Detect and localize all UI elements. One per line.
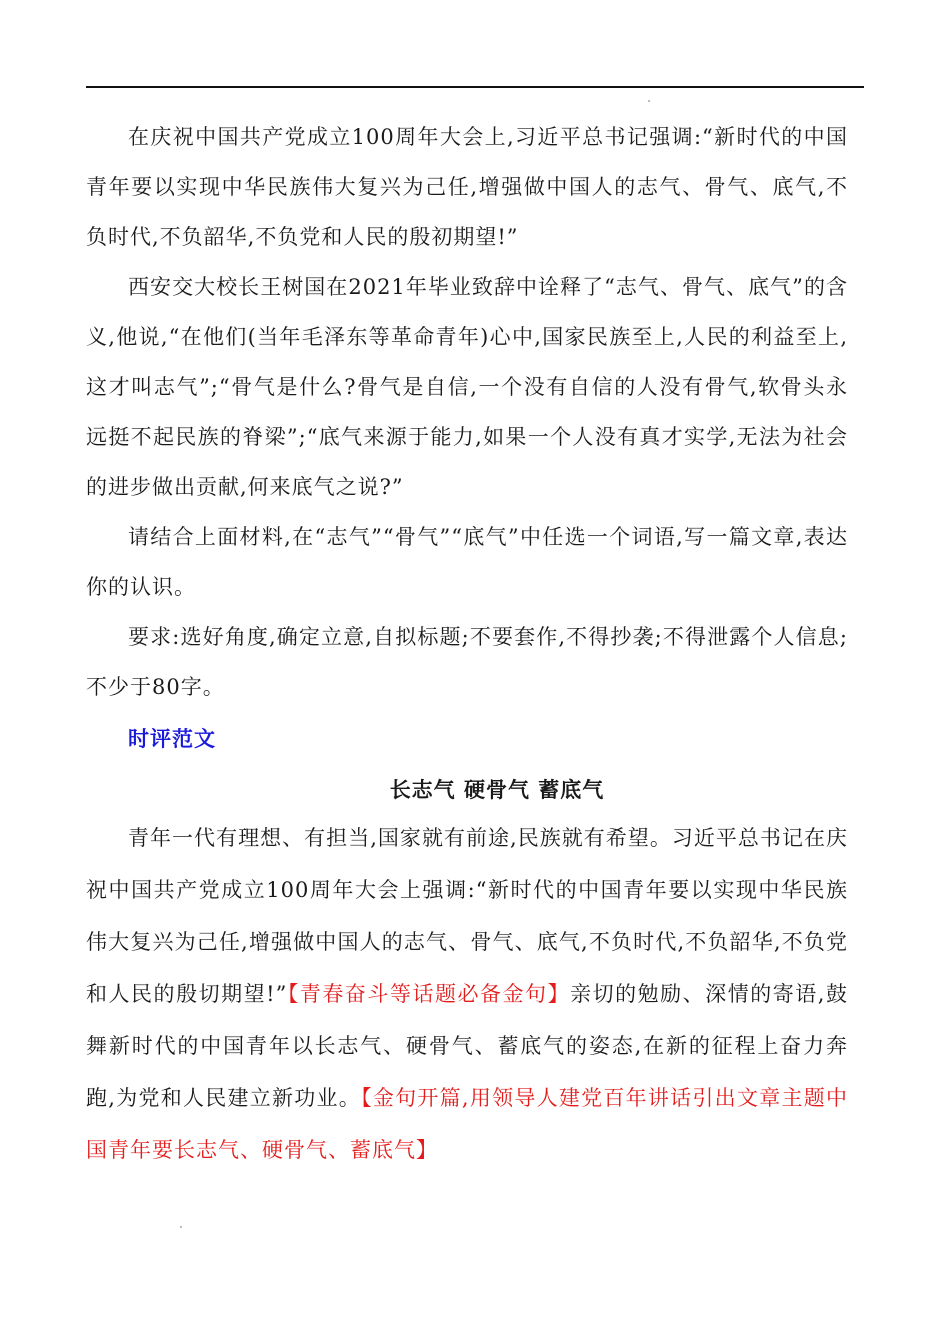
scan-speck (648, 100, 650, 102)
annotation-note: 【青春奋斗等话题必备金句】 (287, 982, 571, 1006)
prompt-paragraph-material: 在庆祝中国共产党成立100周年大会上,习近平总书记强调:“新时代的中国青年要以实现中华民族伟大复兴为己任,增强做中国人的志气、骨气、底气,不负时代,不负韶华,不负党和人民的殷初期望!” (86, 125, 848, 249)
annotation-note: 【金句开篇,用领导人建党百年讲话引出文章主题中国青年要长志气、硬骨气、蓄底气】 (86, 1086, 848, 1162)
essay-text: 亲切的勉励、深情的寄语,鼓舞新时代的中国青年以长志气、硬骨气、蓄底气的姿态,在新的征程上奋力奔跑,为党和人民建立新功业。 (86, 982, 848, 1110)
writing-prompt (86, 112, 848, 712)
sample-essay (86, 768, 848, 1176)
prompt-paragraph-task: 请结合上面材料,在“志气”“骨气”“底气”中任选一个词语,写一篇文章,表达你的认识。 (86, 525, 848, 599)
essay-title: 长志气 硬骨气 蓄底气 (389, 778, 605, 802)
header-rule (86, 86, 864, 88)
section-label: 时评范文 (128, 727, 216, 751)
essay-paragraph-1 (86, 812, 848, 1176)
document-body (86, 112, 848, 1176)
prompt-paragraph-quote: 西安交大校长王树国在2021年毕业致辞中诠释了“志气、骨气、底气”的含义,他说,“在他们(当年毛泽东等革命青年)心中,国家民族至上,人民的利益至上,这才叫志气”;“骨气是什么?骨气是自信,一个没有自信的人没有骨气,软骨头永远挺不起民族的脊梁”;“底气来源于能力,如果一个人没有真才实学,无法为社会的进步做出贡献,何来底气之说?” (86, 275, 848, 499)
prompt-paragraph-requirements: 要求:选好角度,确定立意,自拟标题;不要套作,不得抄袭;不得泄露个人信息;不少于80字。 (86, 625, 848, 699)
essay-text: 青年一代有理想、有担当,国家就有前途,民族就有希望。习近平总书记在庆祝中国共产党成立100周年大会上强调:“新时代的中国青年要以实现中华民族伟大复兴为己任,增强做中国人的志气、骨气、底气,不负时代,不负韶华,不负党和人民的殷切期望!” (86, 826, 848, 1006)
scan-speck (180, 1226, 182, 1228)
